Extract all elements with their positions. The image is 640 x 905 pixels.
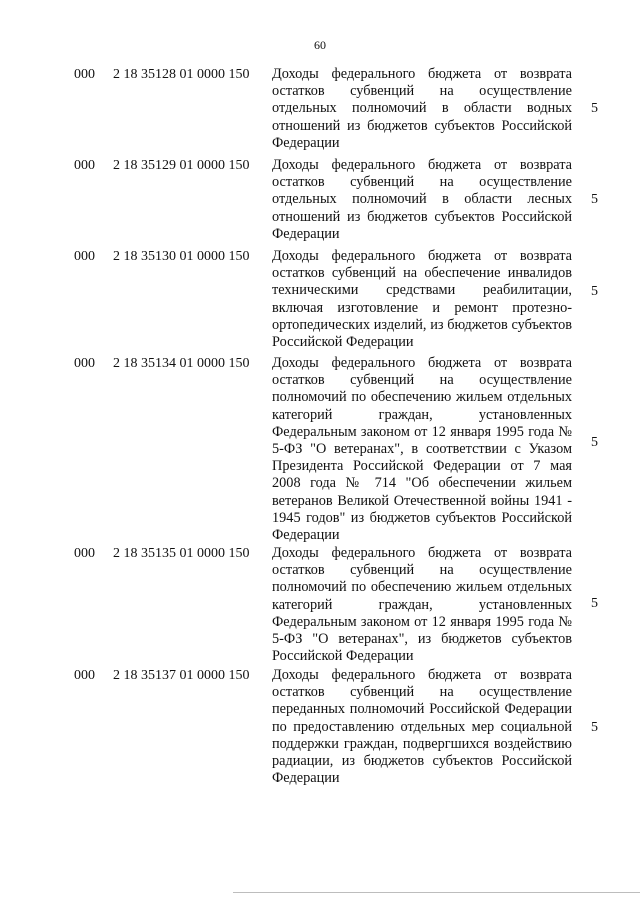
- allocation-norm: 5: [591, 720, 598, 735]
- budget-classification-code: 2 18 35135 01 0000 150: [113, 546, 250, 561]
- revenue-table: [0, 66, 640, 792]
- admin-code: 000: [74, 546, 95, 561]
- revenue-name: Доходы федерального бюджета от возврата остатков субвенций на осуществление отдельных полномочий в области водных отношений из бюджетов субъектов Российской Федерации: [272, 66, 572, 151]
- budget-classification-code: 2 18 35137 01 0000 150: [113, 668, 250, 683]
- allocation-norm: 5: [591, 596, 598, 611]
- budget-classification-code: 2 18 35130 01 0000 150: [113, 249, 250, 264]
- allocation-norm: 5: [591, 284, 598, 299]
- revenue-name: Доходы федерального бюджета от возврата остатков субвенций на осуществление полномочий по обеспечению жильем отдельных категорий граждан, установленных Федеральным законом от 12 января 1995 года № 5-ФЗ "О ветеранах", из бюджетов субъектов Российской Федерации: [272, 545, 572, 665]
- revenue-name: Доходы федерального бюджета от возврата остатков субвенций на осуществление переданных полномочий Российской Федерации по предоставлению отдельных мер социальной поддержки граждан, подвергшихся воздействию радиации, из бюджетов субъектов Российской Федерации: [272, 667, 572, 787]
- admin-code: 000: [74, 356, 95, 371]
- budget-classification-code: 2 18 35134 01 0000 150: [113, 356, 250, 371]
- table-row: [0, 667, 640, 792]
- allocation-norm: 5: [591, 435, 598, 450]
- revenue-name: Доходы федерального бюджета от возврата остатков субвенций на обеспечение инвалидов техническими средствами реабилитации, включая изготовление и ремонт протезно-ортопедических изделий, из бюджетов субъектов Российской Федерации: [272, 248, 572, 351]
- page-number: 60: [314, 38, 326, 52]
- admin-code: 000: [74, 67, 95, 82]
- admin-code: 000: [74, 668, 95, 683]
- allocation-norm: 5: [591, 192, 598, 207]
- allocation-norm: 5: [591, 101, 598, 116]
- table-row: [0, 157, 640, 248]
- budget-classification-code: 2 18 35129 01 0000 150: [113, 158, 250, 173]
- admin-code: 000: [74, 158, 95, 173]
- table-row: [0, 248, 640, 355]
- table-row: [0, 355, 640, 545]
- admin-code: 000: [74, 249, 95, 264]
- table-row: [0, 545, 640, 667]
- table-row: [0, 66, 640, 157]
- budget-classification-code: 2 18 35128 01 0000 150: [113, 67, 250, 82]
- scan-edge-line: [233, 892, 640, 893]
- revenue-name: Доходы федерального бюджета от возврата остатков субвенций на осуществление отдельных полномочий в области лесных отношений из бюджетов субъектов Российской Федерации: [272, 157, 572, 242]
- revenue-name: Доходы федерального бюджета от возврата остатков субвенций на осуществление полномочий по обеспечению жильем отдельных категорий граждан, установленных Федеральным законом от 12 января 1995 года № 5-ФЗ "О ветеранах", в соответствии с Указом Президента Российской Федерации от 7 мая 2008 года № 714 "Об обеспечении жильем ветеранов Великой Отечественной войны 1941 - 1945 годов" из бюджетов субъектов Российской Федерации: [272, 355, 572, 544]
